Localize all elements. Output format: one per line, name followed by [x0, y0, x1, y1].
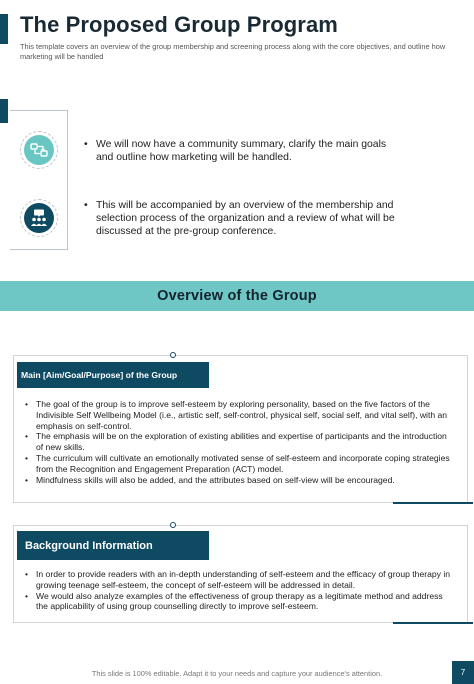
intro-bullet-text: This will be accompanied by an overview of the membership and selection process of the organization and a review of what will be discussed at the pre-group conference. — [96, 200, 395, 237]
page-number-badge: 7 — [452, 661, 474, 684]
card-connector-dot — [170, 352, 176, 358]
title-accent-bar — [0, 14, 8, 44]
card-accent-line — [393, 622, 473, 624]
list-item: • The goal of the group is to improve self-esteem by exploring personality, based on the five factors of the Indivisible Self Wellbeing Model (i.e., artistic self, self-control, physical self, social self, and vital self), with an emphasis on self-control. — [24, 399, 455, 431]
intro-icon-circle-1 — [20, 131, 58, 169]
card-accent-line — [393, 502, 473, 504]
list-item: • The emphasis will be on the exploration of existing abilities and expertise of participants and the introduction of new skills. — [24, 431, 455, 453]
background-heading: Background Information — [17, 531, 209, 560]
page-title: The Proposed Group Program — [20, 12, 338, 37]
intro-accent-bar — [0, 99, 8, 123]
list-item: • The curriculum will cultivate an emotionally motivated sense of self-esteem and incorporate coping strategies from the Recognition and Engagement Preparation (ACT) model. — [24, 453, 455, 475]
main-aim-heading: Main [Aim/Goal/Purpose] of the Group — [17, 362, 209, 388]
list-item: • Mindfulness skills will also be added, and the attributes based on self-view will be encouraged. — [24, 475, 455, 486]
group-chat-icon — [29, 208, 49, 228]
overview-banner — [0, 281, 474, 311]
footer-note: This slide is 100% editable. Adapt it to your needs and capture your audience's attention. — [91, 669, 383, 678]
list-item: • We would also analyze examples of the effectiveness of group therapy as a legitimate method and address the applicability of using group counselling directly to improve self-esteem. — [24, 591, 455, 613]
intro-bullet-text: We will now have a community summary, clarify the main goals and outline how marketing will be handled. — [96, 139, 387, 163]
main-aim-list — [24, 399, 455, 485]
intro-icon-circle-2 — [20, 199, 58, 237]
transfer-icon — [30, 141, 48, 159]
page-subtitle: This template covers an overview of the group membership and screening process along with the core objectives, and outline how marketing will be handled — [20, 42, 446, 61]
card-connector-dot — [170, 522, 176, 528]
background-list — [24, 569, 455, 612]
intro-bullet-1: • We will now have a community summary, clarify the main goals and outline how marketing will be handled. — [84, 138, 404, 164]
main-aim-card — [13, 355, 468, 503]
intro-bullet-2: • This will be accompanied by an overview of the membership and selection process of the organization and a review of what will be discussed at the pre-group conference. — [84, 199, 404, 238]
overview-heading: Overview of the Group — [157, 288, 317, 304]
list-item: • In order to provide readers with an in-depth understanding of self-esteem and the efficacy of group therapy in growing teenage self-esteem, the concept of self-esteem will be addressed in detail. — [24, 569, 455, 591]
background-card — [13, 525, 468, 623]
